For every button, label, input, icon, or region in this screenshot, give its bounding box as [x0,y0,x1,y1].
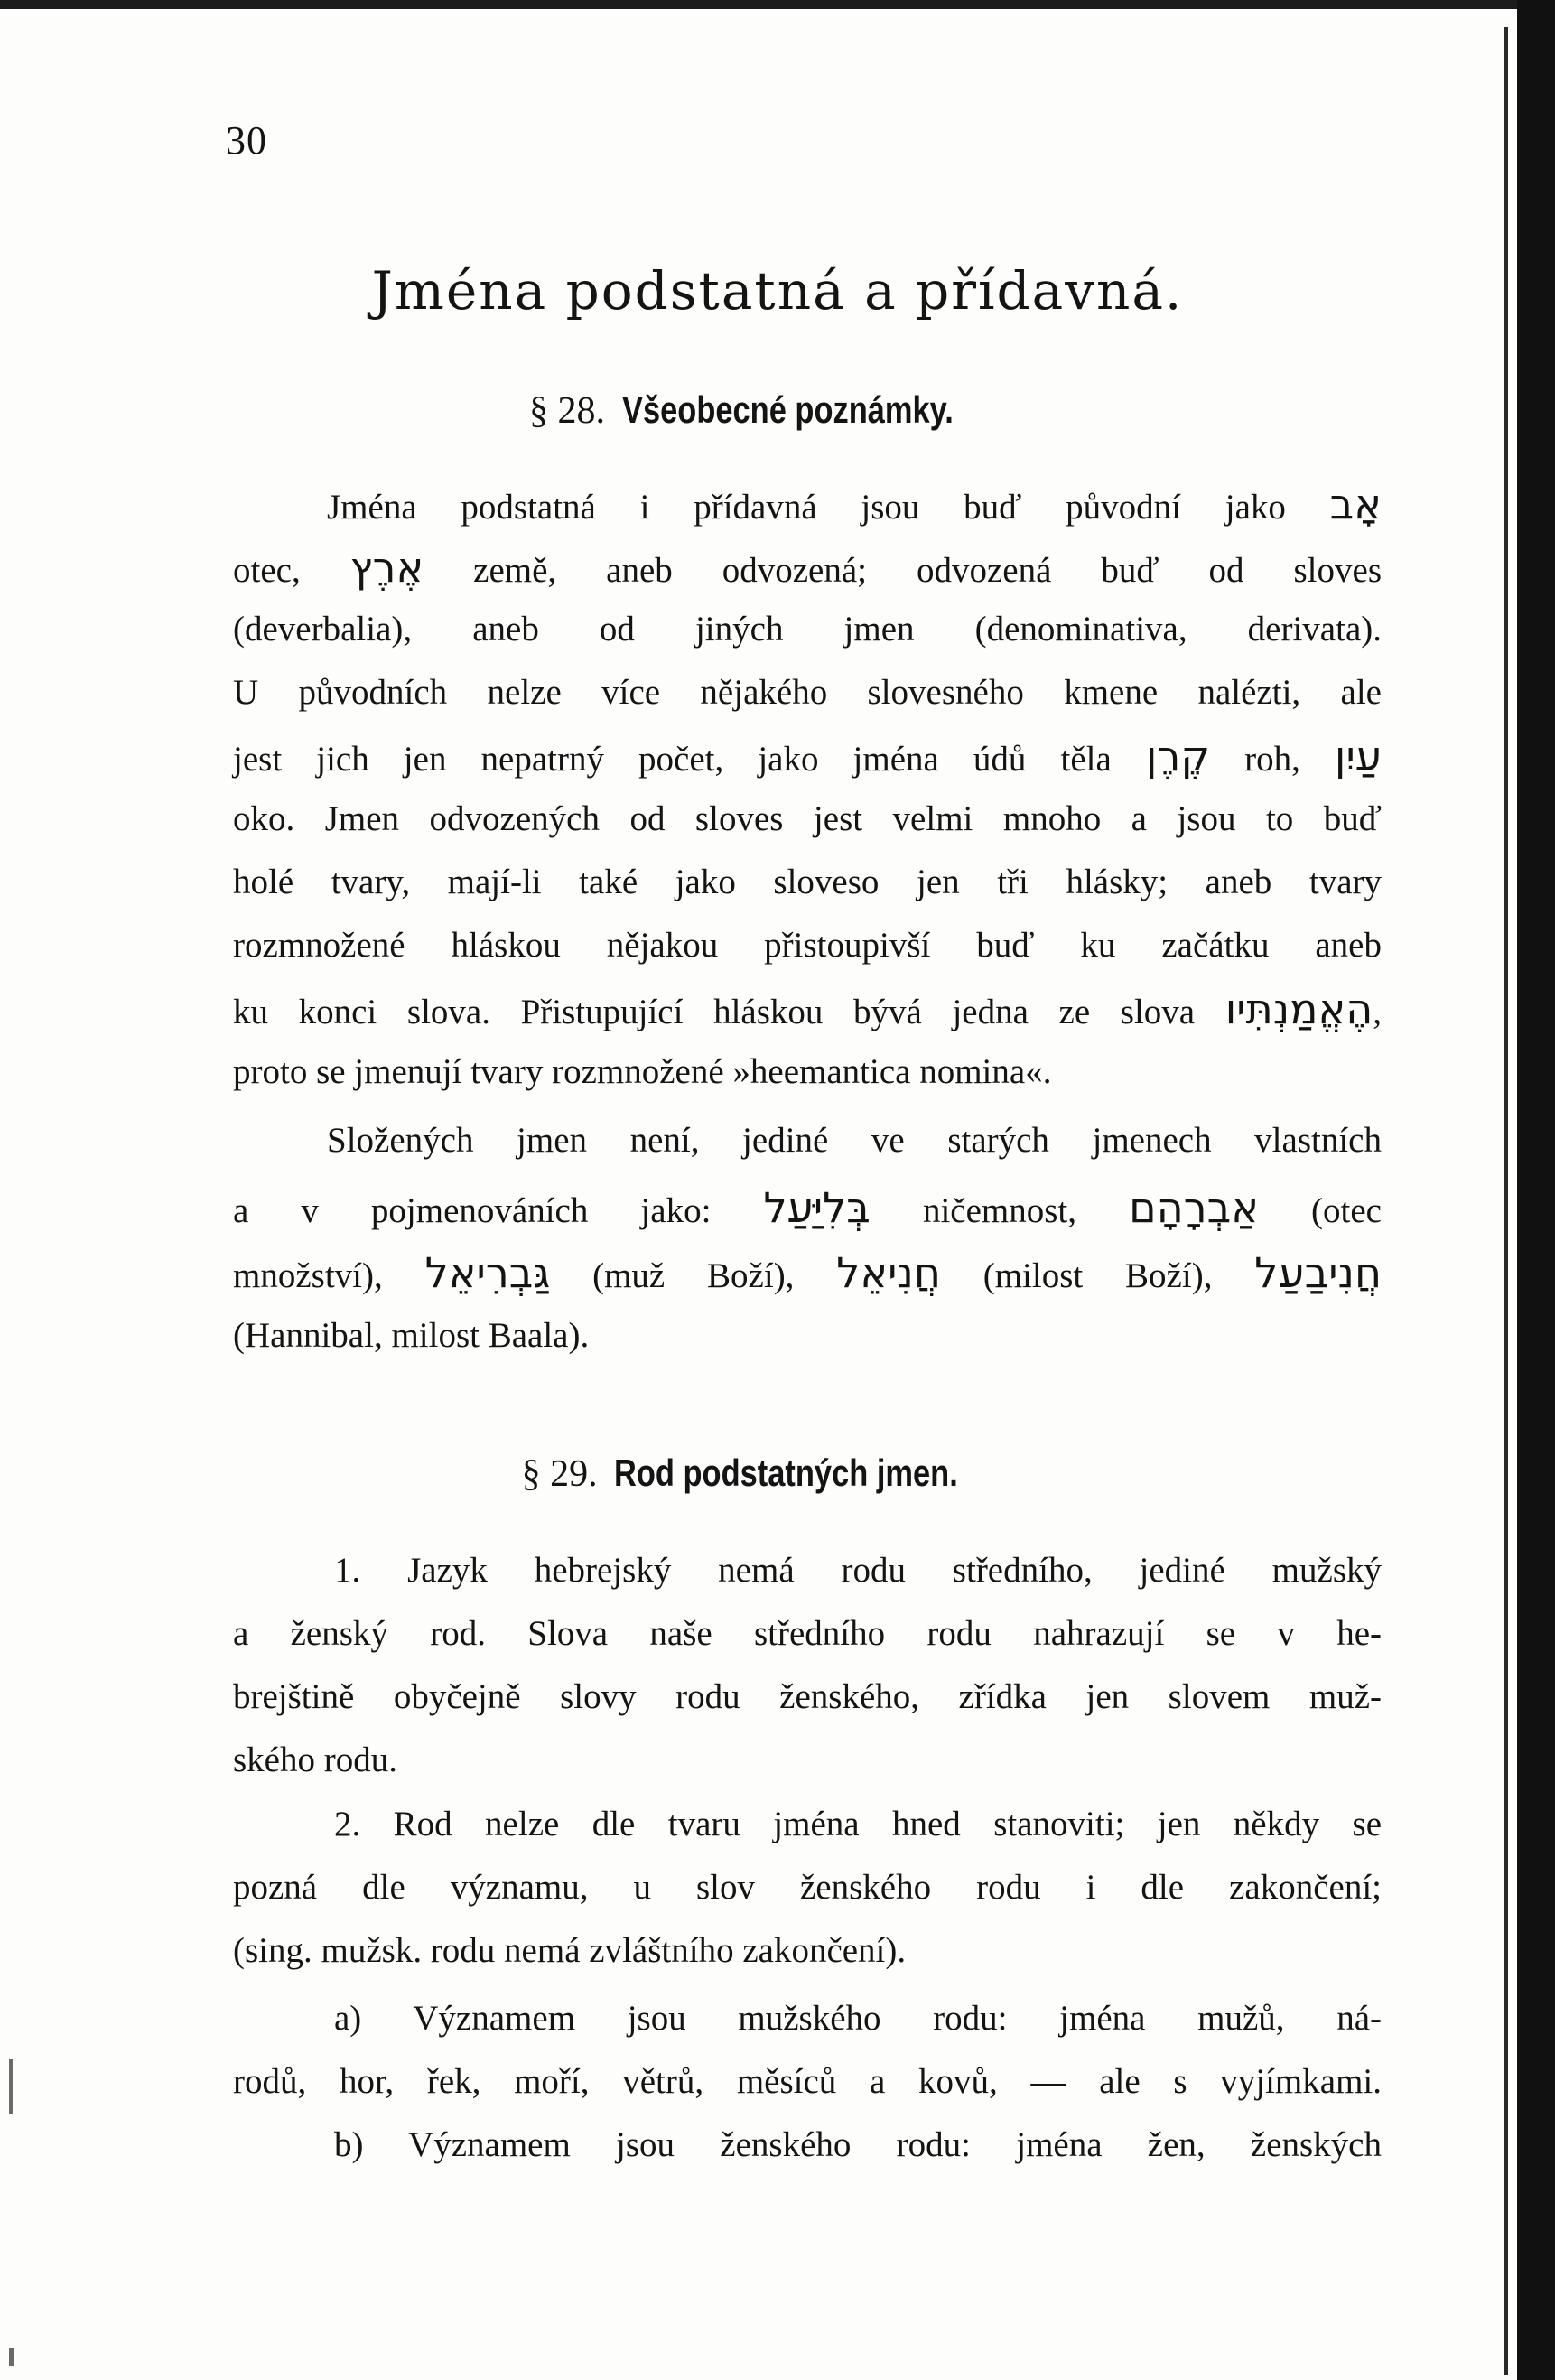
text-line: rozmnožené hláskou nějakou přistoupivší buď ku začátku aneb [233,926,1382,965]
text-line: pozná dle významu, u slov ženského rodu i dle zakončení; [233,1868,1382,1907]
text-line: jest jich jen nepatrný počet, jako jména údů těla קֶרֶן roh, עַיִן [233,732,1382,780]
top-scan-border [0,0,1555,9]
text-line: ského rodu. [233,1741,397,1779]
text-line: proto se jmenují tvary rozmnožené »heemantica nomina«. [233,1052,1052,1091]
section-title: Rod podstatných jmen. [614,1451,958,1494]
page-number: 30 [226,118,267,163]
text-line: Jména podstatná i přídavná jsou buď původní jako אָב [327,480,1382,528]
hebrew-word: חֲנִיבַעַל [1254,1248,1383,1297]
hebrew-word: אָב [1329,480,1382,528]
text-line: ku konci slova. Přistupující hláskou bývá jedna ze slova הֶאֱמַנְתִּיו, [233,985,1382,1033]
hebrew-word: גַּבְרִיאֵל [424,1248,551,1297]
text-line: 1. Jazyk hebrejský nemá rodu středního, jediné mužský [334,1551,1382,1590]
scan-speck [9,2059,13,2114]
hebrew-word: חֲנִיאֵל [836,1248,941,1297]
hebrew-word: אֶרֶץ [349,543,424,592]
section-number: § 28. [529,390,606,432]
section-title: Všeobecné poznámky. [621,388,954,431]
text-line: holé tvary, mají-li také jako sloveso jen tři hlásky; aneb tvary [233,863,1382,901]
text-line: a) Významem jsou mužského rodu: jména mužů, ná- [334,1999,1382,2038]
hebrew-word: קֶרֶן [1145,732,1211,780]
text-line: a ženský rod. Slova naše středního rodu nahrazují se v he- [233,1614,1382,1653]
text-line: brejštině obyčejně slovy rodu ženského, zřídka jen slovem muž- [233,1677,1382,1716]
section-number: § 29. [521,1453,598,1495]
chapter-title: Jména podstatná a přídavná. [371,260,1184,322]
section-29-heading [0,1451,1555,1496]
text-line: (Hannibal, milost Baala). [233,1316,590,1355]
hebrew-word: עַיִן [1334,732,1382,780]
right-scan-border [1517,0,1555,2380]
text-line: U původních nelze více nějakého slovesného kmene nalézti, ale [233,673,1382,712]
text-line: Složených jmen není, jediné ve starých jmenech vlastních [327,1121,1382,1160]
hebrew-word: בְּלִיַּעַל [763,1183,871,1232]
section-28-heading [0,388,1555,433]
hebrew-word: הֶאֱמַנְתִּיו [1224,985,1373,1033]
scan-speck [9,2348,14,2366]
text-line: 2. Rod nelze dle tvaru jména hned stanoviti; jen někdy se [334,1805,1382,1843]
hebrew-word: אַבְרָהָם [1129,1183,1259,1232]
text-line: b) Významem jsou ženského rodu: jména žen, ženských [334,2125,1382,2164]
text-line: množství), גַּבְרִיאֵל (muž Boží), חֲנִיאֵל (milost Boží), חֲנִיבַעַל [233,1248,1383,1297]
text-line: rodů, hor, řek, moří, větrů, měsíců a kovů, — ale s vyjímkami. [233,2062,1382,2101]
text-line: (sing. mužsk. rodu nemá zvláštního zakončení). [233,1931,907,1970]
text-line: otec, אֶרֶץ země, aneb odvozená; odvozená buď od sloves [233,543,1382,592]
page-edge-line [1504,27,1508,2375]
text-line: (deverbalia), aneb od jiných jmen (denominativa, derivata). [233,610,1382,649]
text-line: a v pojmenováních jako: בְּלִיַּעַל ničemnost, אַבְרָהָם (otec [233,1183,1382,1232]
text-line: oko. Jmen odvozených od sloves jest velmi mnoho a jsou to buď [233,799,1382,838]
